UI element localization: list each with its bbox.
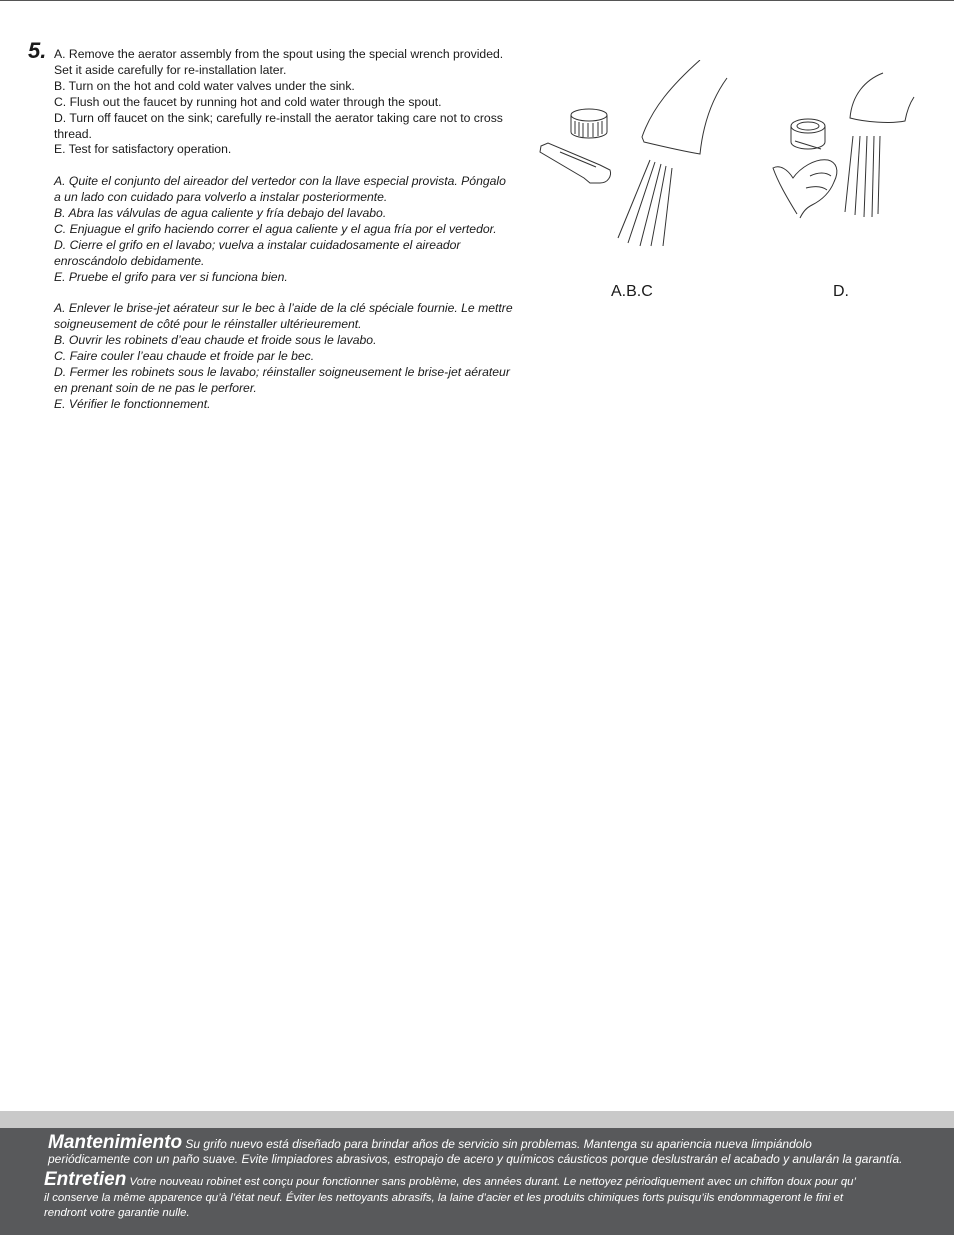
- hand-illustration: [773, 160, 837, 218]
- instruction-line: C. Faire couler l’eau chaude et froide par le bec.: [54, 349, 315, 364]
- mantenimiento-text: periódicamente con un paño suave. Evite limpiadores abrasivos, estropajo de acero y químicos cáusticos porque deslustrarán el acabado y anularán la garantía.: [48, 1152, 903, 1166]
- english-instructions: [54, 47, 534, 158]
- step-number: 5.: [28, 38, 47, 63]
- instruction-line: E. Pruebe el grifo para ver si funciona bien.: [54, 269, 288, 284]
- instruction-line: enroscándolo debidamente.: [54, 253, 205, 268]
- instruction-line: E. Test for satisfactory operation.: [54, 142, 232, 157]
- entretien-text: Votre nouveau robinet est conçu pour fonctionner sans problème, des années durant. Le nettoyez périodiquement avec un chiffon doux pour qu’: [126, 1176, 857, 1188]
- instruction-line: A. Quite el conjunto del aireador del vertedor con la llave especial provista. Póngalo: [54, 174, 506, 189]
- top-rule: [0, 0, 954, 1]
- wrench-illustration: [540, 143, 611, 183]
- instructions: [54, 47, 534, 413]
- instruction-line: B. Abra las válvulas de agua caliente y fría debajo del lavabo.: [54, 206, 387, 221]
- instruction-line: D. Fermer les robinets sous le lavabo; réinstaller soigneusement le brise-jet aérateur: [54, 365, 510, 380]
- aerator-illustration: [530, 60, 950, 260]
- instruction-line: D. Cierre el grifo en el lavabo; vuelva a instalar cuidadosamente el aireador: [54, 237, 461, 252]
- entretien-text: rendront votre garantie nulle.: [44, 1207, 190, 1219]
- footer-band: [0, 1111, 954, 1128]
- water-stream-illustration: [618, 160, 672, 246]
- instruction-line: Set it aside carefully for re-installation later.: [54, 62, 287, 77]
- instruction-line: E. Vérifier le fonctionnement.: [54, 396, 211, 411]
- instruction-line: B. Ouvrir les robinets d’eau chaude et froide sous le lavabo.: [54, 333, 377, 348]
- figure-label-abc: A.B.C: [611, 283, 653, 300]
- instruction-line: A. Enlever le brise-jet aérateur sur le bec à l’aide de la clé spéciale fournie. Le mettre: [54, 301, 513, 316]
- entretien-text: il conserve la même apparence qu’à l’état neuf. Éviter les nettoyants abrasifs, la laine d’acier et les produits chimiques forts puisqu’ils endommageront le fini et: [44, 1191, 844, 1204]
- instruction-line: B. Turn on the hot and cold water valves under the sink.: [54, 78, 355, 93]
- instruction-line: en prenant soin de ne pas le perforer.: [54, 381, 257, 395]
- mantenimiento-text: Su grifo nuevo está diseñado para brindar años de servicio sin problemas. Mantenga su apariencia nueva limpiándolo: [182, 1137, 812, 1151]
- instruction-line: A. Remove the aerator assembly from the spout using the special wrench provided.: [54, 47, 504, 61]
- french-instructions: [54, 301, 534, 412]
- instruction-line: thread.: [54, 126, 92, 141]
- aerator-illustration-d: [791, 119, 825, 149]
- spanish-instructions: [54, 174, 534, 285]
- instruction-line: D. Turn off faucet on the sink; carefully re-install the aerator taking care not to cross: [54, 110, 503, 125]
- water-stream-illustration-d: [845, 136, 880, 217]
- maintenance-footer: [0, 1128, 954, 1235]
- entretien-section: [44, 1169, 924, 1222]
- aerator-illustration-abc: [571, 109, 607, 138]
- instruction-line: C. Flush out the faucet by running hot and cold water through the spout.: [54, 94, 442, 109]
- entretien-heading: Entretien: [44, 1169, 127, 1190]
- mantenimiento-heading: Mantenimiento: [48, 1132, 183, 1153]
- faucet-spout-illustration: [642, 60, 727, 154]
- instruction-line: C. Enjuague el grifo haciendo correr el agua caliente y el agua fría por el vertedor.: [54, 221, 497, 236]
- figure-label-d: D.: [833, 283, 849, 300]
- faucet-spout-illustration-d: [850, 73, 914, 122]
- mantenimiento-section: [48, 1132, 928, 1167]
- instruction-line: a un lado con cuidado para volverlo a instalar posteriormente.: [54, 190, 388, 205]
- instruction-line: soigneusement de côté pour le réinstaller ultérieurement.: [54, 317, 362, 332]
